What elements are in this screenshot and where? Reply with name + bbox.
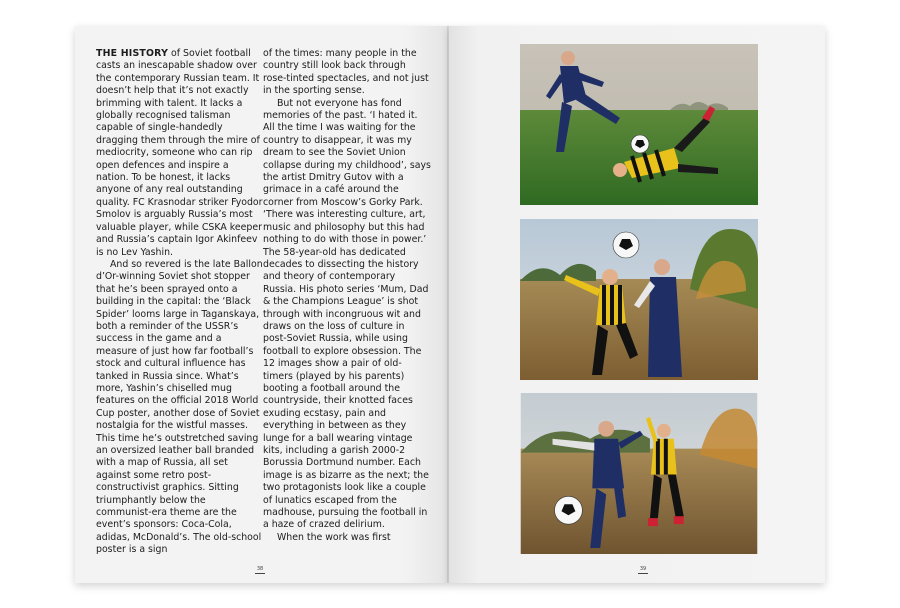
left-page: [75, 26, 449, 583]
photo-autumn-volley: [520, 393, 758, 555]
magazine-spread: [75, 26, 825, 583]
photo-3-illustration: [520, 393, 758, 554]
photo-2-illustration: [520, 219, 758, 380]
paragraph: of the times: many people in the country still look back through rose-tinted spectacles, and not just in the sporting sense.: [263, 48, 429, 97]
paragraph: And so revered is the late Ballon d’Or-winning Soviet shot stopper that he’s been sprayed onto a building in the capital: the ‘Black Spider’ looms large in Taganskaya, both a reminder of the USSR’s success in the game and a measure of just how far football’s stock and cultural influence has tanked in Russia since. What’s more, Yashin’s chiselled mug features on the official 2018 World Cup poster, another dose of Soviet nostalgia for the wistful masses. This time he’s outstretched saving an oversized leather ball branded with a map of Russia, all set against some retro post-constructivist graphics. Sitting triumphantly below the communist-era theme are the event’s sponsors: Coca-Cola, adidas, McDonald’s. The old-school poster is a sign: [96, 258, 263, 556]
photo-green-pitch: [520, 44, 758, 205]
paragraph: When the work was first: [277, 531, 391, 543]
football-icon: [613, 232, 639, 258]
football-icon: [555, 496, 583, 524]
paragraph: But not everyone has fond memories of the past. ‘I hated it. All the time I was waiting for the country to disappear, it was my dream to see the Soviet Union collapse during my childhood’, says the artist Dmitry Gutov with a grimace in a café around the corner from Moscow’s Gorky Park. ‘There was interesting culture, art, music and philosophy but this had nothing to do with those in power.’ The 58-year-old has dedicated decades to dissecting the history and theory of contemporary Russia. His photo series ‘Mum, Dad & the Champions League’ is shot through with incongruous wit and draws on the loss of culture in post-Soviet Russia, while using football to explore obsession. The 12 images show a pair of old-timers (played by his parents) booting a football around the countryside, their knotted faces exuding ecstasy, pain and everything in between as they lunge for a ball wearing vintage kits, including a garish 2000-2 Borussia Dortmund number. Each image is as bizarre as the next; the two protagonists look like a couple of lunatics escaped from the madhouse, pursuing the football in a haze of crazed delirium.: [263, 97, 431, 531]
photo-1-illustration: [520, 44, 758, 205]
text-column-1: [96, 48, 264, 557]
page-number: 38: [256, 566, 264, 572]
page-number: 39: [639, 566, 647, 572]
lead-in: THE HISTORY: [96, 48, 169, 59]
photo-autumn-heading: [520, 219, 758, 380]
paragraph: [96, 48, 264, 259]
right-page: [449, 26, 825, 583]
football-icon: [631, 135, 649, 153]
paragraph-text: of Soviet football casts an inescapable shadow over the contemporary Russian team. It doesn’t help that it’s not exactly brimming with talent. It lacks a globally recognised talisman capable of single-handedly dragging them through the mire of mediocrity, someone who can rip open defences and inspire a nation. To be honest, it lacks anyone of any real outstanding quality. FC Krasnodar striker Fyodor Smolov is arguably Russia’s most valuable player, while CSKA keeper and Russia’s captain Igor Akinfeev is no Lev Yashin.: [96, 48, 263, 258]
text-column-2: [263, 48, 431, 544]
